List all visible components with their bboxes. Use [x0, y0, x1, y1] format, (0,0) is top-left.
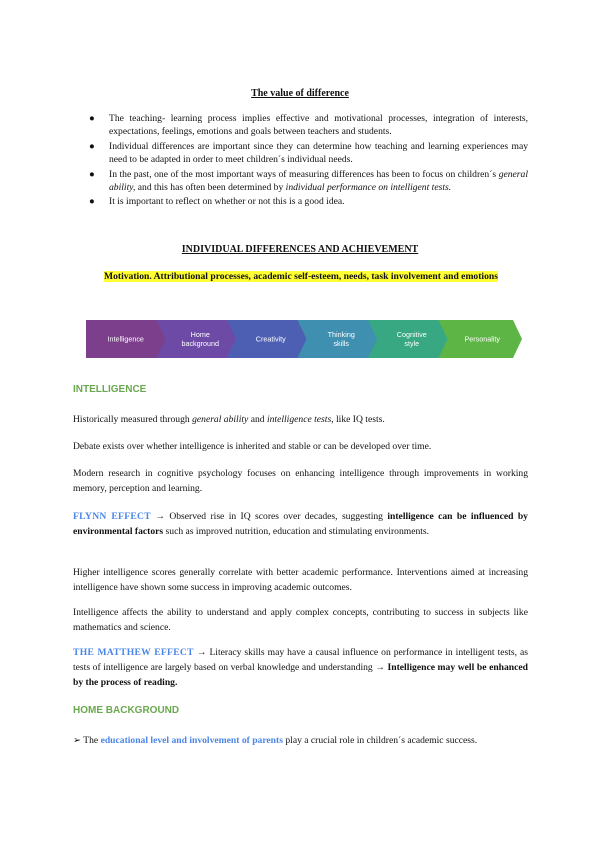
flynn-effect-paragraph: FLYNN EFFECT → Observed rise in IQ scores over decades, suggesting intelligence can be influenced by environmental factors such as improved nutrition, education and stimulating environments. [73, 511, 528, 538]
intelligence-paragraph-5: Higher intelligence scores generally correlate with better academic performance. Interventions aimed at increasing intelligence have shown some success in improving academic outcomes. [73, 567, 528, 594]
bullet-item: ● Individual differences are important since they can determine how teaching and learning experiences may need to be adapted in order to meet children´s individual needs. [89, 140, 528, 166]
bullet-item: ● It is important to reflect on whether or not this is a good idea. [89, 196, 345, 208]
matthew-effect-label: THE MATTHEW EFFECT [73, 647, 194, 658]
italic-term: general ability, [109, 168, 528, 194]
section-heading-intelligence: INTELLIGENCE [73, 384, 147, 395]
chevron-step-label: Home [190, 330, 210, 339]
matthew-effect-paragraph: THE MATTHEW EFFECT → Literacy skills may have a causal influence on performance in intelligent tests, as tests of intelligence are largely based on verbal knowledge and understanding → Intelligence may well be enhanced by the process of reading. [73, 647, 529, 689]
intro-bullet-list [73, 112, 528, 210]
intelligence-paragraph-2: Debate exists over whether intelligence is inherited and stable or can be developed over time. [73, 441, 432, 452]
bullet-dot-icon: ● [89, 168, 95, 180]
section-heading-individual-differences: INDIVIDUAL DIFFERENCES AND ACHIEVEMENT [181, 244, 419, 255]
chevron-step-label: Cognitive [396, 330, 427, 339]
section-heading-home-background: HOME BACKGROUND [73, 705, 180, 716]
bullet-item: ● The teaching- learning process implies effective and motivational processes, integration of interests, expectations, feelings, emotions and goals between teachers and students. [89, 113, 528, 138]
process-chevron-diagram [86, 320, 522, 358]
intelligence-paragraph-6: Intelligence affects the ability to understand and apply complex concepts, contributing to success in subjects like mathematics and science. [73, 607, 528, 634]
chevron-step-label: skills [333, 339, 350, 348]
chevron-step-label: background [181, 339, 220, 348]
bullet-dot-icon: ● [89, 113, 95, 124]
italic-term: individual performance on intelligent tests. [285, 182, 452, 194]
document-title: The value of difference [251, 88, 349, 99]
flynn-effect-label: FLYNN EFFECT [73, 511, 151, 522]
bullet-dot-icon: ● [89, 196, 95, 208]
intelligence-paragraph-1: Historically measured through general ability and intelligence tests, like IQ tests. [73, 414, 385, 425]
chevron-step-label: Creativity [255, 334, 286, 344]
home-background-paragraph: ➢ The educational level and involvement of parents play a crucial role in children´s academic success. [73, 735, 478, 746]
chevron-step-label: Personality [464, 334, 501, 344]
bullet-dot-icon: ● [89, 140, 95, 152]
chevron-step-label: style [404, 339, 420, 348]
motivation-highlight: Motivation. Attributional processes, academic self-esteem, needs, task involvement and emotions [104, 271, 498, 282]
chevron-step-label: Thinking [327, 330, 355, 339]
intelligence-paragraph-3: Modern research in cognitive psychology focuses on enhancing intelligence through improvements in working memory, perception and learning. [73, 468, 528, 495]
bullet-item: ● In the past, one of the most important ways of measuring differences has been to focus on children´s general ability, and this has often been determined by individual performance on intelligent tests. [89, 168, 528, 194]
chevron-step-label: Intelligence [107, 334, 144, 344]
